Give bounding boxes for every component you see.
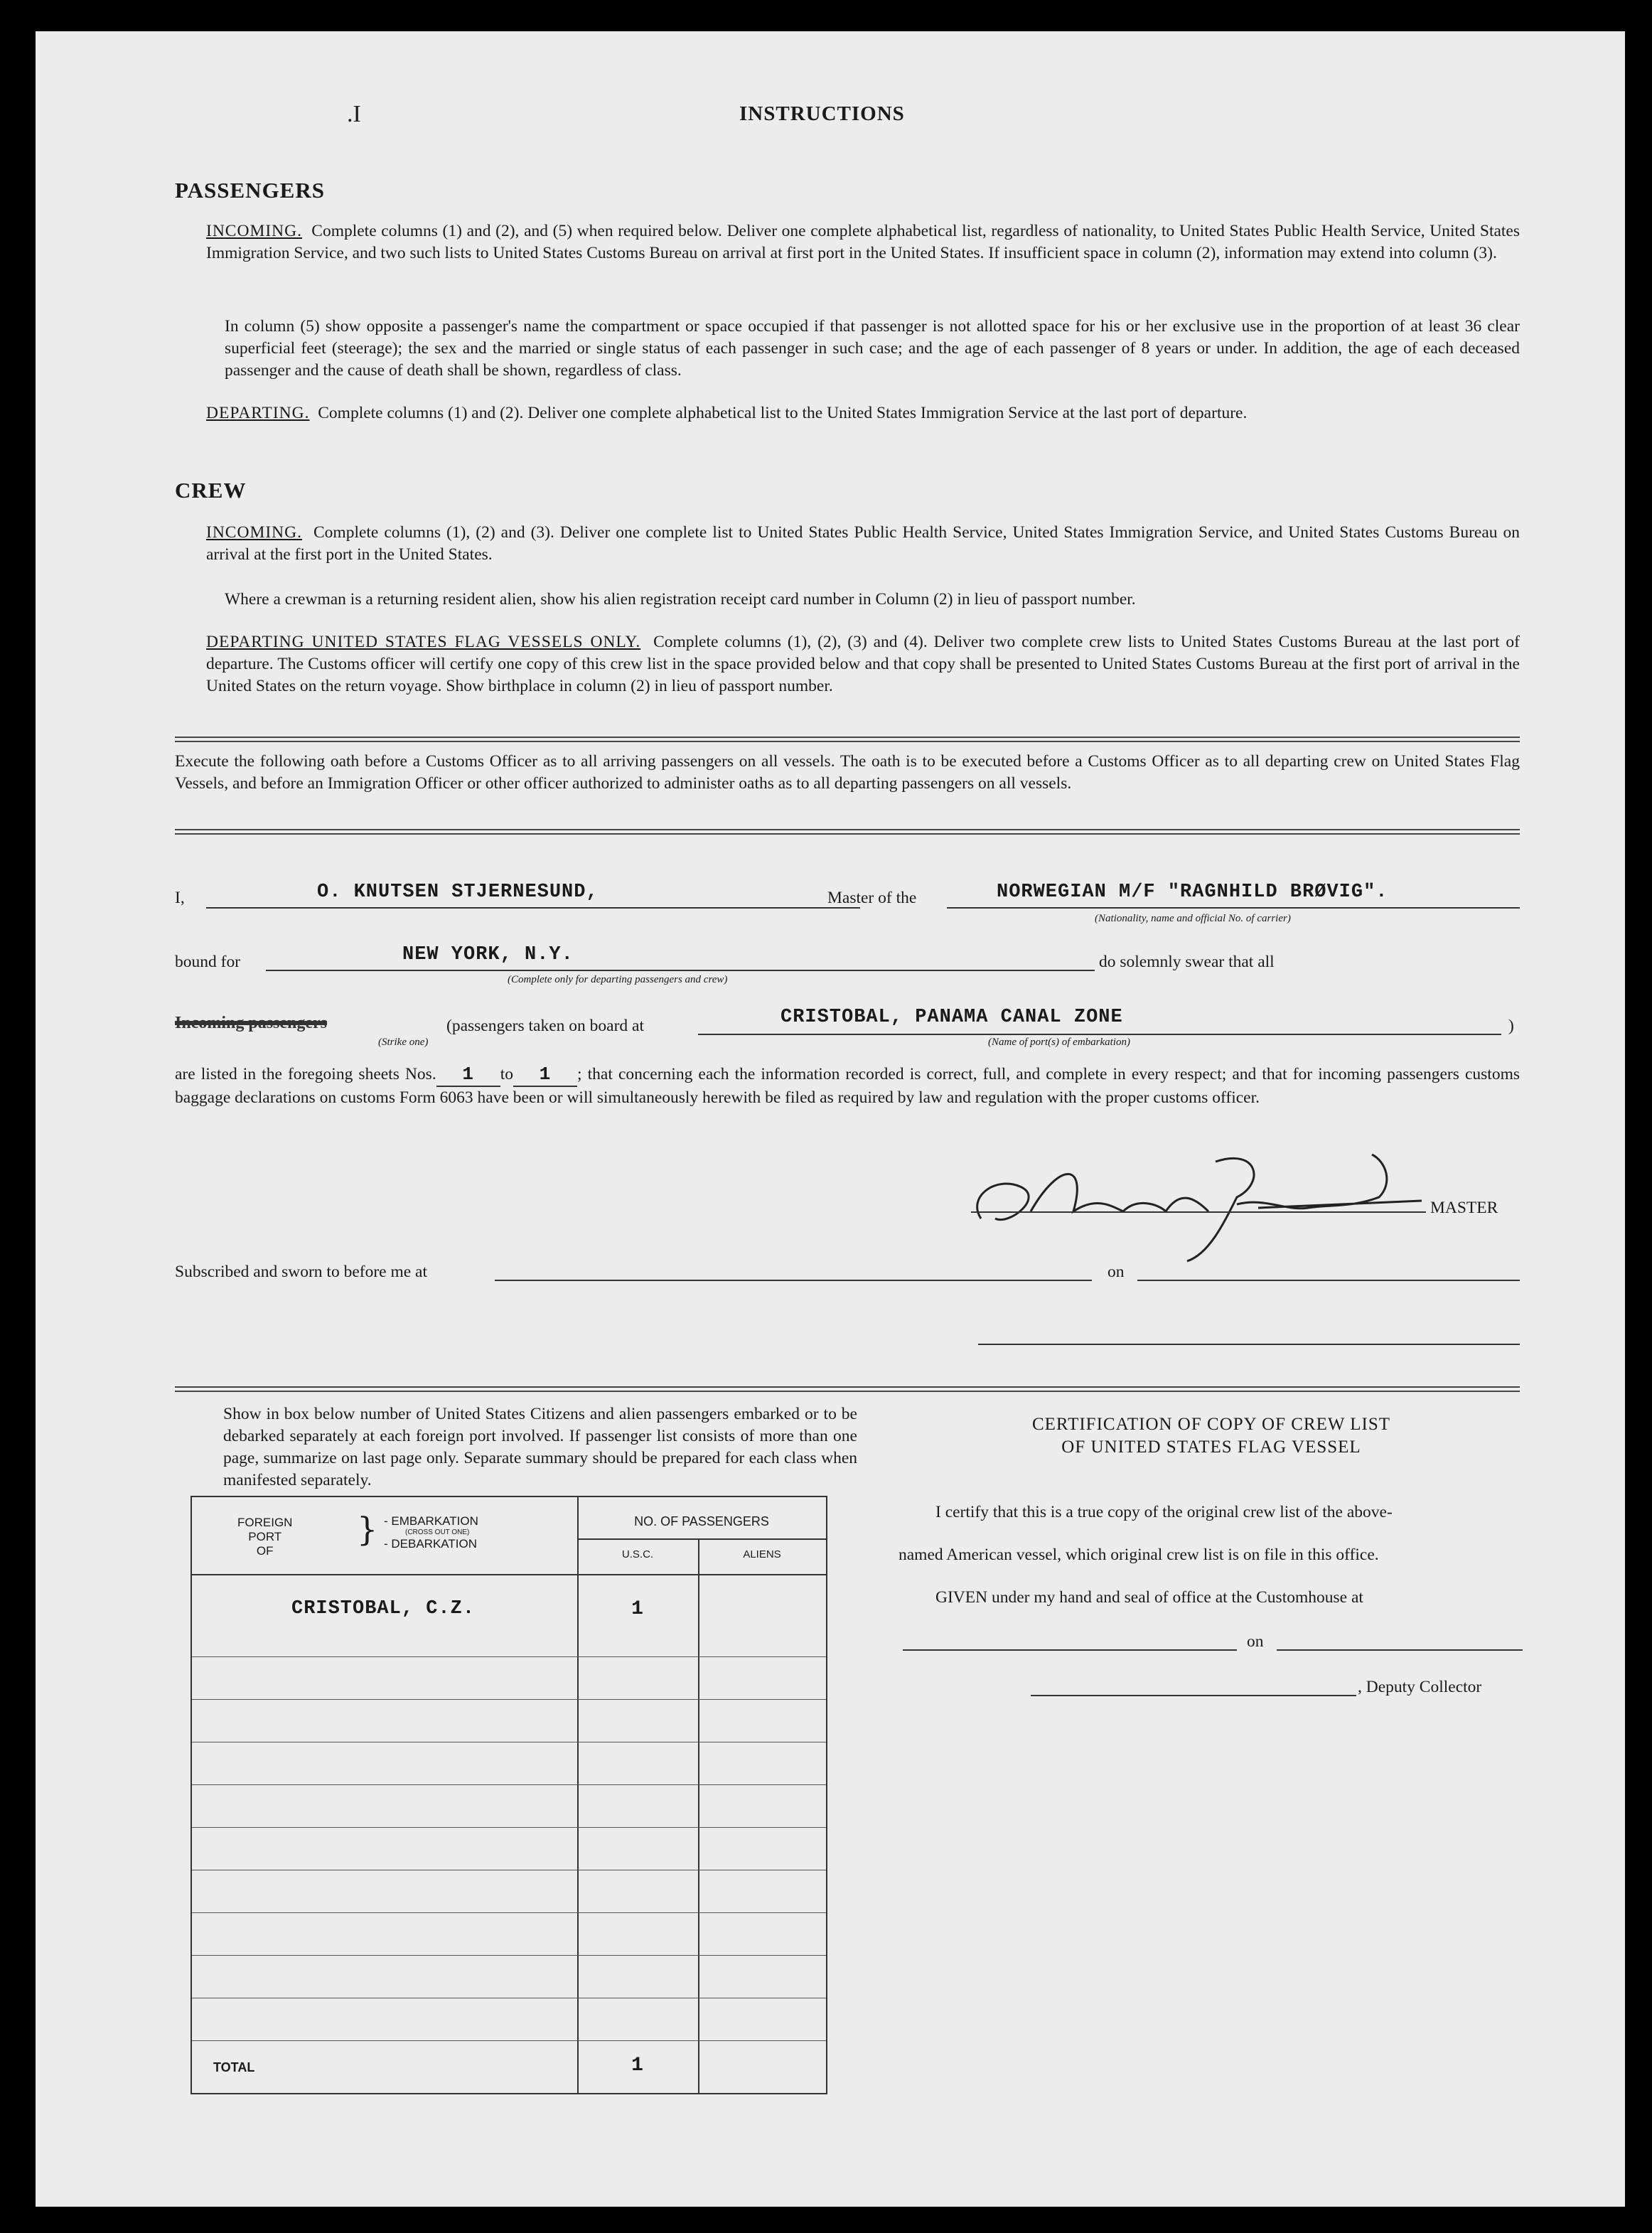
certification-text2: named American vessel, which original crew list is on file in this office.	[899, 1546, 1379, 1564]
to-label: to	[500, 1065, 513, 1083]
total-label: TOTAL	[213, 2060, 255, 2074]
brace: }	[357, 1510, 378, 1548]
row-line	[192, 1827, 826, 1828]
divider	[175, 1386, 1520, 1388]
header-debark: - DEBARKATION	[384, 1537, 477, 1551]
summary-row-usc: 1	[631, 1598, 644, 1620]
row-line	[192, 1955, 826, 1956]
master-signature	[953, 1119, 1436, 1268]
foreign-port-header	[237, 1516, 292, 1558]
master-name: O. KNUTSEN STJERNESUND,	[317, 882, 599, 903]
total-usc: 1	[631, 2055, 644, 2077]
header-subdivider	[577, 1538, 826, 1540]
header-crossout: (CROSS OUT ONE)	[405, 1528, 470, 1536]
listed-label: are listed in the foregoing sheets Nos.	[175, 1065, 436, 1083]
master-of-label: Master of the	[827, 889, 917, 907]
row-line	[192, 1912, 826, 1913]
oath-listed	[175, 1064, 1520, 1109]
summary-row-port: CRISTOBAL, C.Z.	[291, 1598, 476, 1619]
listed-rest: ; that concerning each the information recorded is correct, full, and complete in every respect; and that for incoming passengers customs baggage declarations on customs Form 6063 have been or will simultaneously herewith be filed as required by law and regulation with the proper customs officer.	[175, 1065, 1520, 1107]
passenger-summary-box	[191, 1496, 827, 2094]
certification-title-line2: OF UNITED STATES FLAG VESSEL	[1061, 1437, 1361, 1457]
oath-intro: Execute the following oath before a Customs Officer as to all arriving passengers on all vessels. The oath is to be executed before a Customs Officer as to all departing crew on United States Flag Vessels, and before an Immigration Officer or other officer authorized to administer oaths as to all departing passengers on all vessels.	[175, 752, 1520, 793]
passengers-incoming-text: Complete columns (1) and (2), and (5) when required below. Deliver one complete alphabetical list, regardless of nationality, to United States Public Health Service, United States Immigration Service, and two such lists to United States Customs Bureau on arrival at first port in the United States. If insufficient space in column (2), information may extend into column (3).	[206, 222, 1520, 262]
header-port: PORT	[248, 1530, 282, 1543]
sheet-to: 1	[539, 1064, 552, 1085]
certification-text1: I certify that this is a true copy of the original crew list of the above-	[935, 1503, 1393, 1521]
struck-text: Incoming passengers	[175, 1014, 328, 1032]
port-caption: (Name of port(s) of embarkation)	[988, 1037, 1130, 1048]
header-bottom-line	[192, 1574, 826, 1575]
bound-for-label: bound for	[175, 953, 241, 971]
vessel-caption: (Nationality, name and official No. of carrier)	[1095, 913, 1291, 924]
passengers-departing-label: DEPARTING.	[206, 404, 310, 422]
row-line	[192, 1699, 826, 1700]
embarkation-port: CRISTOBAL, PANAMA CANAL ZONE	[781, 1007, 1123, 1028]
crew-departing-label: DEPARTING UNITED STATES FLAG VESSELS ONLY.	[206, 633, 641, 651]
crew-departing	[206, 631, 1520, 697]
divider	[175, 737, 1520, 738]
page-mark: .I	[347, 101, 361, 127]
certification-title-line1: CERTIFICATION OF COPY OF CREW LIST	[1031, 1415, 1391, 1434]
passengers-departing-text: Complete columns (1) and (2). Deliver one complete alphabetical list to the United States Immigration Service at the last port of departure.	[318, 404, 1248, 422]
passengers-column5: In column (5) show opposite a passenger's name the compartment or space occupied if that passenger is not allotted space for his or her exclusive use in the proportion of at least 36 clear superficial feet (steerage); the sex and the married or single status of each passenger in such case; and the age of each passenger of 8 years or under. In addition, the age of each deceased passenger and the cause of death shall be shown, regardless of class.	[225, 317, 1520, 380]
usc-header: U.S.C.	[621, 1548, 654, 1560]
passengers-incoming	[206, 220, 1520, 264]
subscribed-date-line	[1137, 1280, 1520, 1281]
certification-on-label: on	[1247, 1632, 1264, 1651]
divider	[175, 1391, 1520, 1392]
close-paren: )	[1508, 1017, 1514, 1035]
certification-title	[899, 1413, 1524, 1459]
signature-line	[971, 1211, 1426, 1213]
row-line	[192, 2040, 826, 2041]
bound-for-line	[266, 970, 1095, 971]
no-passengers-header: NO. OF PASSENGERS	[634, 1514, 769, 1528]
vessel-line	[947, 907, 1520, 909]
embark-debark-header	[384, 1514, 478, 1551]
customhouse-line	[903, 1649, 1237, 1651]
subscribed-on-label: on	[1107, 1263, 1125, 1281]
crew-departing-text: Complete columns (1), (2), (3) and (4). Deliver two complete crew lists to United States Customs Bureau at the last port of departure. The Customs officer will certify one copy of this crew list in the space provided below and that copy shall be presented to United States Customs Bureau at the first port of arrival in the United States on the return voyage. Show birthplace in column (2) in lieu of passport number.	[206, 633, 1520, 695]
crew-incoming	[206, 522, 1520, 566]
aliens-header: ALIENS	[743, 1548, 781, 1560]
oath-i-label: I,	[175, 889, 185, 907]
swear-label: do solemnly swear that all	[1099, 953, 1275, 971]
master-label: MASTER	[1430, 1199, 1498, 1217]
sheet-from: 1	[462, 1064, 474, 1085]
subscribed-label: Subscribed and sworn to before me at	[175, 1263, 428, 1281]
port-line	[698, 1034, 1501, 1035]
divider	[175, 741, 1520, 742]
bound-for-caption: (Complete only for departing passengers and crew)	[508, 974, 728, 985]
summary-instructions: Show in box below number of United States Citizens and alien passengers embarked or to be debarked separately at each foreign port involved. If passenger list consists of more than one page, summarize on last page only. Separate summary should be prepared for each class when manifested separately.	[223, 1405, 857, 1489]
crew-heading: CREW	[175, 478, 247, 503]
row-line	[192, 1784, 826, 1785]
column-divider	[698, 1538, 699, 2093]
deputy-collector-label: , Deputy Collector	[1358, 1678, 1482, 1696]
passengers-heading: PASSENGERS	[175, 178, 325, 203]
crew-resident: Where a crewman is a returning resident alien, show his alien registration receipt card number in Column (2) in lieu of passport number.	[225, 590, 1136, 609]
passengers-incoming-label: INCOMING.	[206, 222, 302, 240]
divider	[175, 829, 1520, 830]
strike-caption: (Strike one)	[378, 1037, 429, 1048]
crew-incoming-label: INCOMING.	[206, 523, 302, 542]
subscribed-place-line	[495, 1280, 1092, 1281]
form-page	[36, 31, 1625, 2207]
header-of: OF	[256, 1544, 274, 1558]
vessel-name: NORWEGIAN M/F "RAGNHILD BRØVIG".	[997, 882, 1388, 903]
header-embark: - EMBARKATION	[384, 1514, 478, 1528]
bound-for-destination: NEW YORK, N.Y.	[402, 944, 574, 965]
master-name-line	[206, 907, 860, 909]
certification-text3: GIVEN under my hand and seal of office at the Customhouse at	[935, 1588, 1363, 1607]
officer-signature-line	[978, 1344, 1520, 1345]
passengers-departing	[206, 402, 1520, 424]
certification-date-line	[1277, 1649, 1523, 1651]
divider	[175, 833, 1520, 835]
page-title: INSTRUCTIONS	[739, 102, 905, 125]
deputy-collector-line	[1031, 1695, 1356, 1696]
header-foreign: FOREIGN	[237, 1516, 293, 1529]
taken-label: (passengers taken on board at	[446, 1017, 644, 1035]
crew-incoming-text: Complete columns (1), (2) and (3). Deliver one complete list to United States Public Health Service, United States Immigration Service, and United States Customs Bureau on arrival at the first port in the United States.	[206, 523, 1520, 564]
column-divider	[577, 1497, 579, 2093]
row-line	[192, 1656, 826, 1657]
